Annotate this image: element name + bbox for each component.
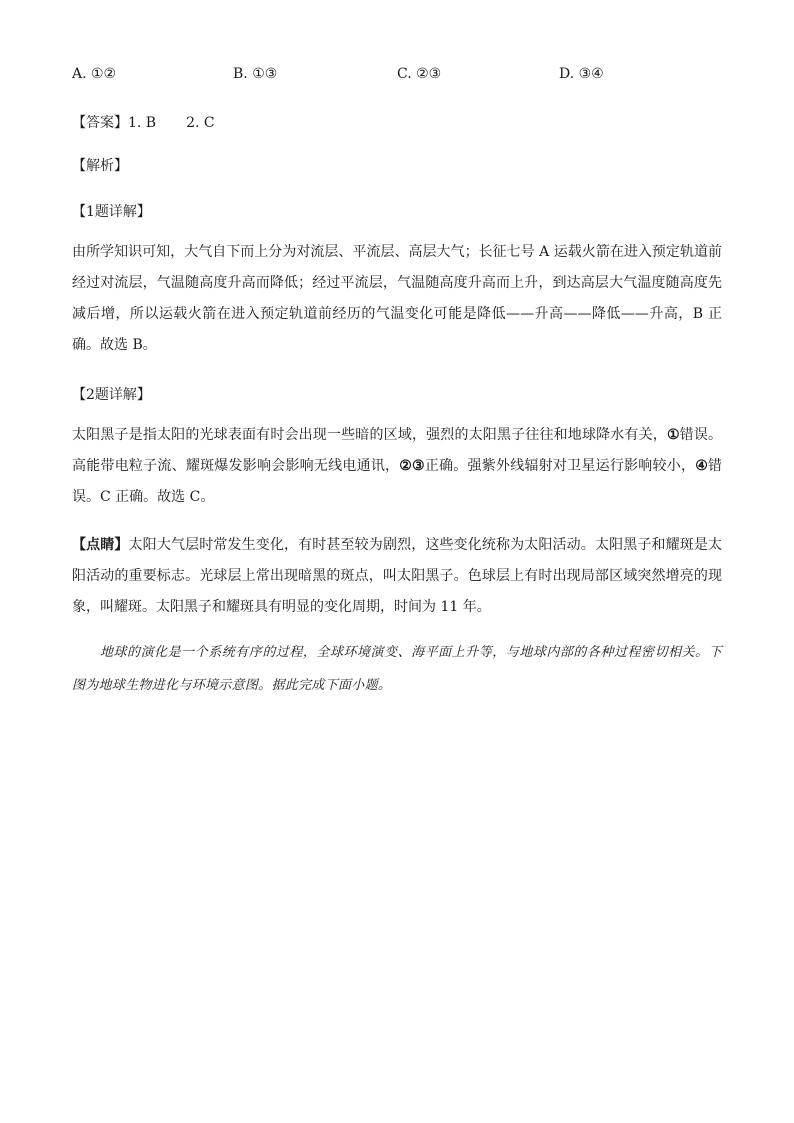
q2-text-3: 正确。强紫外线辐射对卫星运行影响较小，	[424, 458, 696, 474]
q2-mark-1: ①	[666, 427, 680, 443]
q1-explanation: 由所学知识可知，大气自下而上分为对流层、平流层、高层大气；长征七号 A 运载火箭在进入预定轨道前经过对流层，气温随高度升高而降低；经过平流层，气温随高度升高而上升，到达高层大气温度随高度先减后增，所以运载火箭在进入预定轨道前经历的气温变化可能是降低——升高——降低——升高，B 正确。故选 B。	[72, 244, 722, 353]
option-c: C. ②③	[397, 66, 442, 82]
question-intro: 地球的演化是一个系统有序的过程，全球环境演变、海平面上升等，与地球内部的各种过程密切相关。下图为地球生物进化与环境示意图。据此完成下面小题。	[72, 645, 722, 693]
tip-text: 太阳大气层时常发生变化，有时甚至较为剧烈，这些变化统称为太阳活动。太阳黑子和耀斑是太阳活动的重要标志。光球层上常出现暗黑的斑点，叫太阳黑子。色球层上有时出现局部区域突然增亮的现象，叫耀斑。太阳黑子和耀斑具有明显的变化周期，时间为 11 年。	[72, 537, 723, 615]
q2-explanation	[72, 420, 722, 513]
option-d: D. ③④	[559, 66, 604, 82]
q2-heading: 【2题详解】	[72, 387, 151, 403]
q2-text-1: 太阳黑子是指太阳的光球表面有时会出现一些暗的区域，强烈的太阳黑子往往和地球降水有关，	[72, 427, 667, 443]
tip-label: 【点睛】	[72, 537, 129, 553]
option-a: A. ①②	[72, 66, 117, 82]
q2-mark-2: ②③	[399, 458, 425, 474]
q2-mark-3: ④	[695, 458, 708, 474]
analysis-heading: 【解析】	[72, 158, 128, 174]
option-b: B. ①③	[233, 66, 278, 82]
q2-text-2: 错误。高能带电粒子流、耀斑爆发影响会影响无线电通讯，	[72, 427, 723, 474]
answer-value-1: 1. B	[128, 115, 157, 131]
answer-label: 【答案】	[72, 115, 128, 131]
tip-paragraph	[72, 530, 722, 623]
answer-line	[72, 112, 215, 132]
q1-heading: 【1题详解】	[72, 204, 151, 220]
q2-text-4: 错误。C 正确。故选 C。	[72, 458, 722, 505]
answer-options	[72, 66, 722, 88]
answer-value-2: 2. C	[186, 115, 215, 131]
